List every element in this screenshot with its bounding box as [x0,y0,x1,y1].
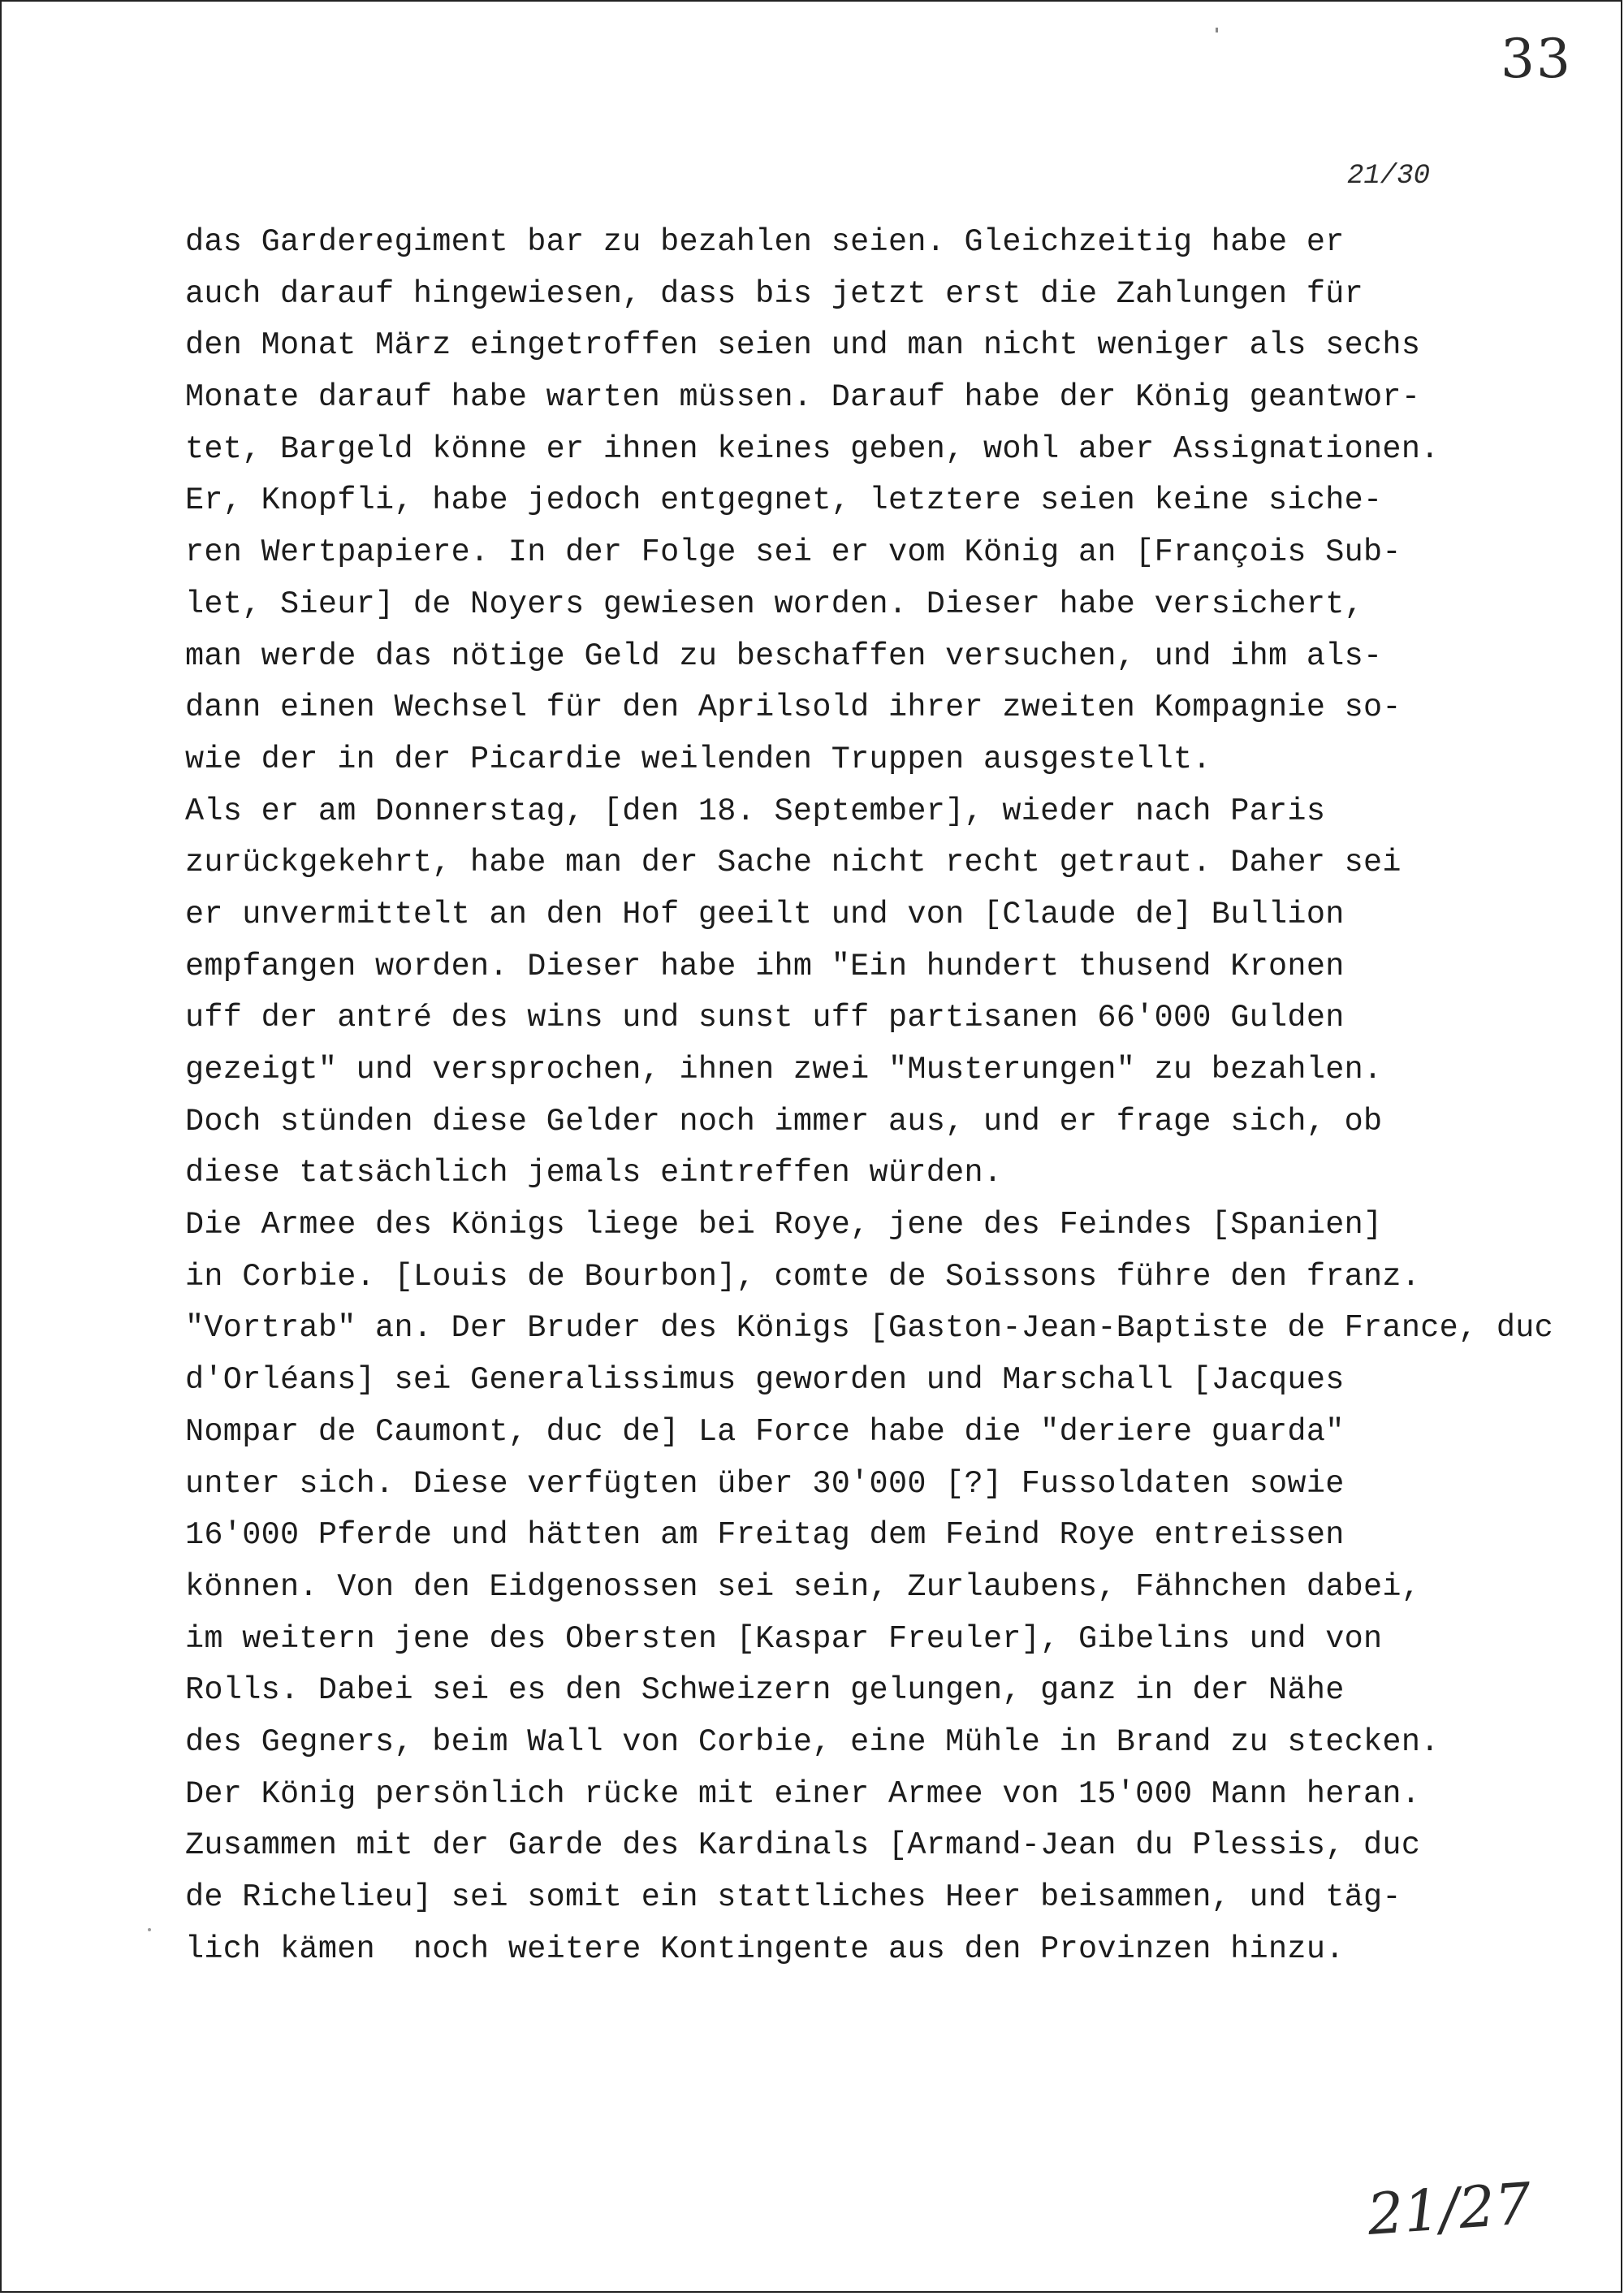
text-line: uff der antré des wins und sunst uff partisanen 66'000 Gulden [185,1000,1345,1036]
text-line: Doch stünden diese Gelder noch immer aus, und er frage sich, ob [185,1103,1383,1139]
text-line: Rolls. Dabei sei es den Schweizern gelungen, ganz in der Nähe [185,1672,1345,1709]
text-line: tet, Bargeld könne er ihnen keines geben, wohl aber Assignationen. [185,430,1440,467]
text-line: unter sich. Diese verfügten über 30'000 [?] Fussoldaten sowie [185,1465,1345,1502]
text-line: d'Orléans] sei Generalissimus geworden und Marschall [Jacques [185,1362,1345,1399]
text-line: können. Von den Eidgenossen sei sein, Zurlaubens, Fähnchen dabei, [185,1568,1421,1605]
text-line: den Monat März eingetroffen seien und man nicht weniger als sechs [185,327,1421,364]
text-line: Monate darauf habe warten müssen. Darauf habe der König geantwor- [185,379,1421,416]
text-line: Die Armee des Königs liege bei Roye, jene des Feindes [Spanien] [185,1207,1383,1243]
text-line: des Gegners, beim Wall von Corbie, eine Mühle in Brand zu stecken. [185,1723,1440,1760]
text-line: ren Wertpapiere. In der Folge sei er vom König an [François Sub- [185,534,1402,571]
folio-number: 21/30 [1346,161,1430,192]
body-text [185,217,1566,1975]
text-line: Er, Knopfli, habe jedoch entgegnet, letztere seien keine siche- [185,482,1383,519]
text-line: gezeigt" und versprochen, ihnen zwei "Musterungen" zu bezahlen. [185,1052,1383,1087]
text-line: dann einen Wechsel für den Aprilsold ihrer zweiten Kompagnie so- [185,690,1402,726]
text-line: das Garderegiment bar zu bezahlen seien. Gleichzeitig habe er [185,224,1345,260]
text-line: in Corbie. [Louis de Bourbon], comte de Soissons führe den franz. [185,1258,1421,1295]
text-line: Nompar de Caumont, duc de] La Force habe die "deriere guarda" [185,1413,1345,1450]
text-line: man werde das nötige Geld zu beschaffen versuchen, und ihm als- [185,638,1383,674]
text-line: 16'000 Pferde und hätten am Freitag dem Feind Roye entreissen [185,1517,1345,1554]
text-line: auch darauf hingewiesen, dass bis jetzt erst die Zahlungen für [185,275,1364,312]
text-line: Zusammen mit der Garde des Kardinals [Armand-Jean du Plessis, duc [185,1827,1421,1864]
text-line: im weitern jene des Obersten [Kaspar Freuler], Gibelins und von [185,1620,1383,1657]
text-line: Der König persönlich rücke mit einer Armee von 15'000 Mann heran. [185,1775,1421,1812]
handwritten-folio-signature: 21/27 [1365,2170,1534,2248]
page-number: 33 [1501,28,1572,90]
text-line: Als er am Donnerstag, [den 18. September], wieder nach Paris [185,793,1326,829]
margin-mark [148,1928,151,1931]
text-line: empfangen worden. Dieser habe ihm "Ein hundert thusend Kronen [185,948,1345,984]
text-line: let, Sieur] de Noyers gewiesen worden. Dieser habe versichert, [185,586,1364,622]
text-line: diese tatsächlich jemals eintreffen würden. [185,1155,1003,1191]
text-line: de Richelieu] sei somit ein stattliches Heer beisammen, und täg- [185,1879,1402,1915]
text-line: lich kämen noch weitere Kontingente aus den Provinzen hinzu. [185,1931,1345,1967]
scan-mark [1216,28,1218,32]
text-line: "Vortrab" an. Der Bruder des Königs [Gaston-Jean-Baptiste de France, duc [185,1310,1554,1347]
text-line: zurückgekehrt, habe man der Sache nicht recht getraut. Daher sei [185,845,1402,881]
text-line: wie der in der Picardie weilenden Truppen ausgestellt. [185,741,1212,777]
text-line: er unvermittelt an den Hof geeilt und von [Claude de] Bullion [185,896,1345,932]
